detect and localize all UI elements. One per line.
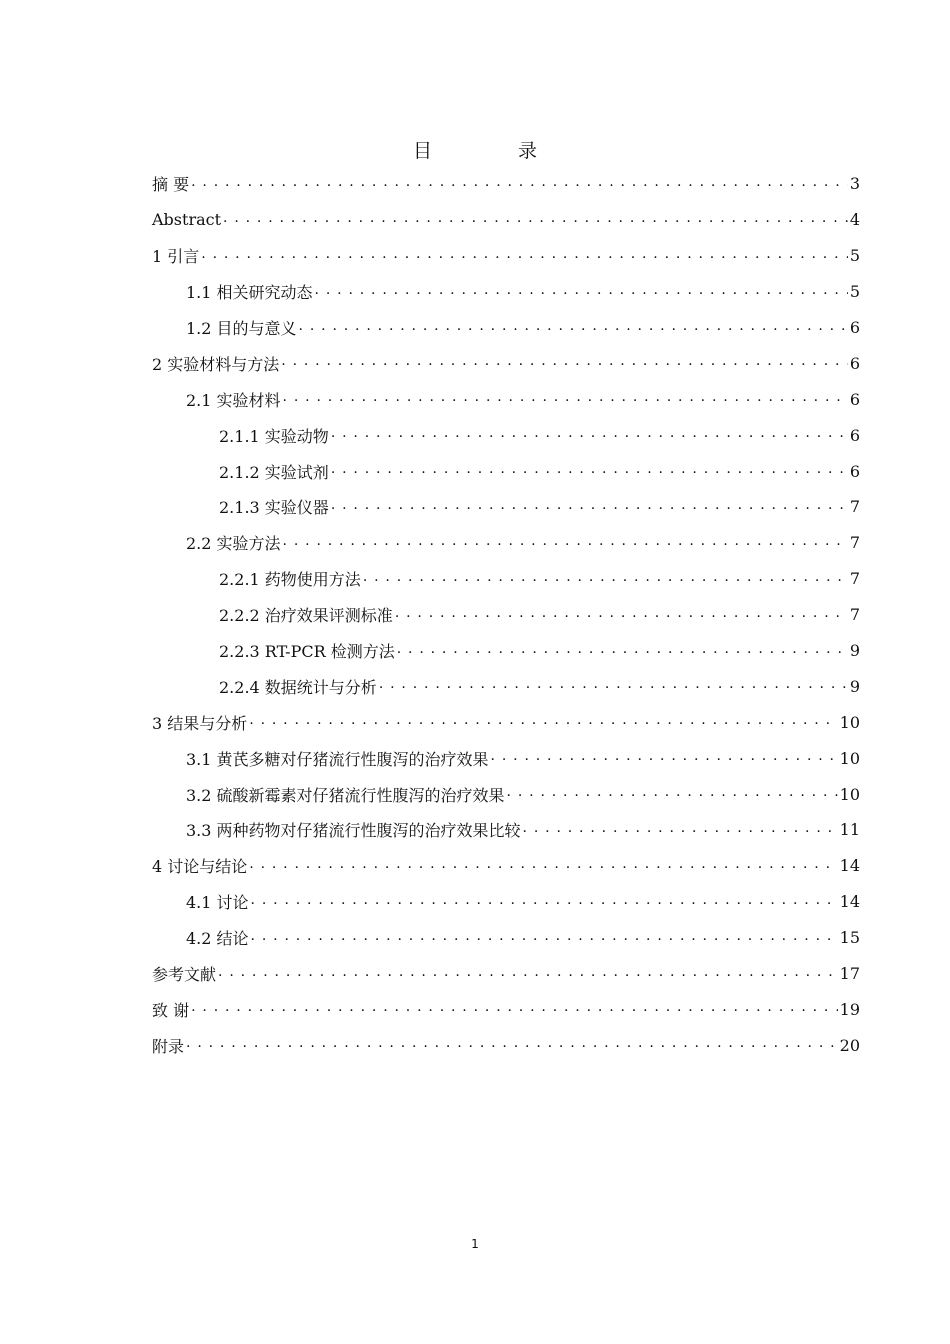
toc-entry[interactable] [152, 274, 860, 310]
toc-entry-page: 19 [839, 999, 860, 1019]
toc-leader-dots [331, 499, 848, 515]
toc-leader-dots [299, 320, 848, 336]
toc-entry-page: 7 [849, 569, 860, 589]
toc-leader-dots [281, 355, 848, 371]
toc-entry[interactable] [152, 848, 860, 884]
toc-leader-dots [491, 750, 838, 766]
toc-entry-label: 1 引言 [152, 247, 200, 267]
toc-entry-label: 2.2.2 治疗效果评测标准 [219, 606, 393, 626]
toc-entry[interactable] [152, 381, 860, 417]
toc-entry-page: 6 [849, 461, 860, 481]
toc-entry-label: 3 结果与分析 [152, 713, 248, 733]
toc-leader-dots [191, 176, 848, 192]
toc-entry-label: 2.1.3 实验仪器 [219, 498, 329, 518]
toc-entry-page: 9 [849, 676, 860, 696]
toc-leader-dots [363, 571, 848, 587]
toc-entry-page: 3 [849, 174, 860, 194]
toc-entry-label: 4 讨论与结论 [152, 857, 248, 877]
toc-leader-dots [331, 427, 848, 443]
toc-entry-label: 2.1 实验材料 [186, 390, 281, 410]
toc-leader-dots [395, 607, 848, 623]
toc-entry[interactable] [152, 597, 860, 633]
toc-entry[interactable] [152, 991, 860, 1027]
toc-entry-label: 2.2.4 数据统计与分析 [219, 677, 377, 697]
toc-entry-page: 6 [849, 389, 860, 409]
toc-leader-dots [315, 284, 848, 300]
toc-entry[interactable] [152, 310, 860, 346]
toc-entry-page: 7 [849, 605, 860, 625]
toc-entry[interactable] [152, 525, 860, 561]
page-number: 1 [471, 1237, 479, 1251]
toc-entry-label: 参考文献 [152, 965, 217, 985]
toc-entry-page: 9 [849, 641, 860, 661]
toc-entry-label: 1.2 目的与意义 [186, 319, 297, 338]
toc-entry-page: 14 [839, 892, 860, 912]
toc-leader-dots [397, 643, 848, 659]
toc-entry-label: 1.1 相关研究动态 [186, 283, 313, 303]
toc-entry-page: 6 [849, 318, 860, 337]
toc-entry-label: 4.1 讨论 [186, 893, 249, 913]
toc-entry[interactable] [152, 202, 860, 238]
toc-entry-page: 4 [849, 210, 860, 230]
toc-entry[interactable] [152, 668, 860, 704]
toc-entry[interactable] [152, 417, 860, 453]
toc-leader-dots [523, 822, 838, 838]
toc-entry-page: 5 [849, 282, 860, 302]
toc-entry-page: 6 [849, 353, 860, 373]
toc-entry[interactable] [152, 561, 860, 597]
toc-entry-label: 3.3 两种药物对仔猪流行性腹泻的治疗效果比较 [186, 821, 521, 841]
toc-title: 目 录 [412, 140, 578, 162]
toc-entry[interactable] [152, 633, 860, 669]
toc-entry-label: 2.2 实验方法 [186, 534, 281, 554]
toc-entry-page: 17 [839, 964, 860, 984]
toc-entry-label: 附录 [152, 1036, 185, 1056]
toc-leader-dots [251, 930, 838, 946]
toc-leader-dots [251, 894, 838, 910]
toc-entry[interactable] [152, 776, 860, 812]
toc-leader-dots [379, 678, 848, 694]
toc-entry-label: 2 实验材料与方法 [152, 354, 280, 374]
toc-entry[interactable] [152, 920, 860, 956]
toc-leader-dots [186, 1037, 838, 1053]
toc-entry[interactable] [152, 884, 860, 920]
toc-entry-label: 2.2.1 药物使用方法 [219, 570, 361, 590]
toc-leader-dots [218, 966, 838, 982]
toc-entry-page: 10 [839, 712, 860, 732]
toc-leader-dots [223, 212, 848, 228]
toc-entry-label: 2.1.2 实验试剂 [219, 462, 329, 482]
toc-entry-page: 10 [839, 748, 860, 768]
toc-entry-label: 4.2 结论 [186, 929, 249, 949]
toc-entry[interactable] [152, 1027, 860, 1063]
table-of-contents [152, 166, 860, 1063]
toc-entry[interactable] [152, 956, 860, 992]
toc-entry[interactable] [152, 345, 860, 381]
toc-entry-page: 20 [839, 1035, 860, 1055]
toc-entry-page: 6 [849, 425, 860, 445]
toc-entry-label: 2.1.1 实验动物 [219, 426, 329, 446]
toc-leader-dots [249, 714, 837, 730]
toc-entry-page: 7 [849, 497, 860, 517]
toc-entry-label: 致 谢 [152, 1000, 190, 1020]
toc-entry-label: 摘 要 [152, 175, 190, 195]
toc-entry[interactable] [152, 166, 860, 202]
toc-entry-label: 3.2 硫酸新霉素对仔猪流行性腹泻的治疗效果 [186, 785, 505, 805]
toc-entry-label: 3.1 黄芪多糖对仔猪流行性腹泻的治疗效果 [186, 749, 489, 769]
toc-leader-dots [249, 858, 837, 874]
toc-entry-page: 14 [839, 856, 860, 876]
toc-leader-dots [283, 391, 848, 407]
toc-entry-page: 7 [849, 533, 860, 553]
toc-entry-page: 11 [839, 820, 860, 840]
toc-entry[interactable] [152, 740, 860, 776]
toc-entry-label: Abstract [152, 210, 222, 230]
toc-entry[interactable] [152, 453, 860, 489]
toc-leader-dots [191, 1001, 838, 1017]
toc-leader-dots [201, 248, 848, 264]
toc-entry-page: 5 [849, 246, 860, 266]
toc-entry[interactable] [152, 704, 860, 740]
toc-entry[interactable] [152, 489, 860, 525]
toc-leader-dots [331, 463, 848, 479]
toc-leader-dots [283, 535, 848, 551]
toc-leader-dots [507, 786, 838, 802]
toc-entry-page: 15 [839, 928, 860, 948]
toc-entry[interactable] [152, 812, 860, 848]
toc-entry-page: 10 [839, 784, 860, 804]
toc-entry[interactable] [152, 238, 860, 274]
toc-entry-label: 2.2.3 RT-PCR 检测方法 [219, 642, 395, 662]
